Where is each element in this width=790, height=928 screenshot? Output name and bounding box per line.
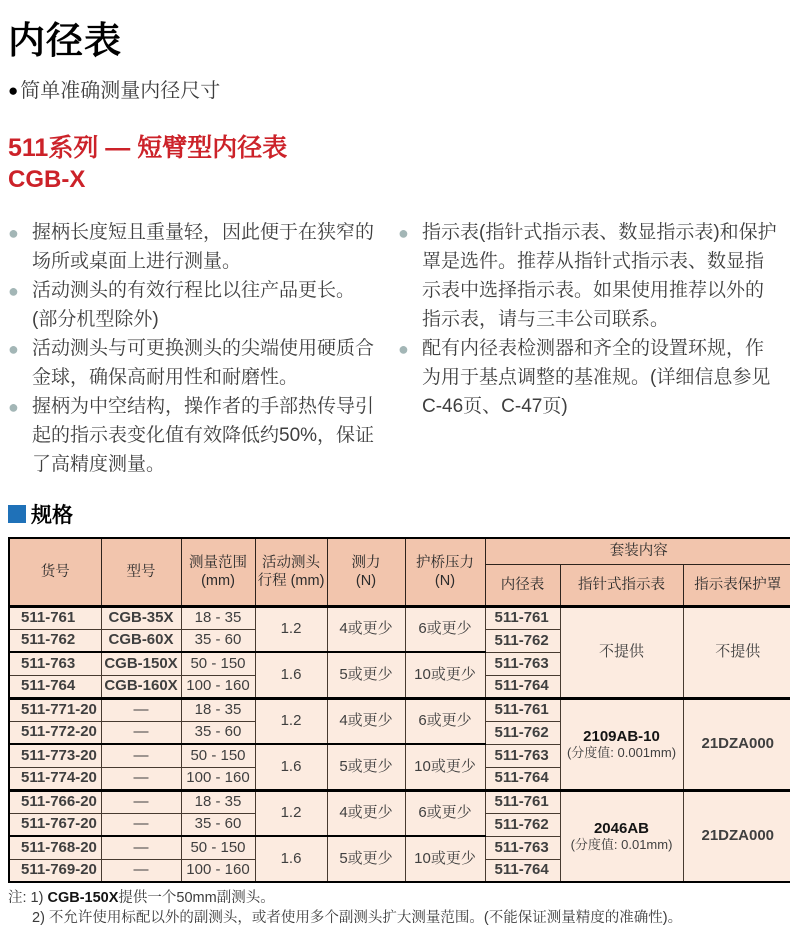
cell-stroke: 1.6 [255, 652, 327, 698]
model-heading: CGB-X [8, 166, 86, 193]
cell-stroke: 1.2 [255, 606, 327, 652]
table-row [9, 790, 790, 813]
cell-code: 511-773-20 [9, 744, 101, 767]
feature-columns [8, 218, 780, 479]
cell-set-cover: 21DZA000 [683, 790, 790, 882]
cell-model: — [101, 767, 181, 790]
cell-stroke: 1.6 [255, 836, 327, 882]
cell-code: 511-772-20 [9, 721, 101, 744]
table-header-row [9, 538, 790, 564]
bullet-icon: ● [8, 397, 19, 417]
cell-model: CGB-160X [101, 675, 181, 698]
cell-bridge: 10或更少 [405, 744, 485, 790]
footnote-2: 2) 不允许使用标配以外的副测头，或者使用多个副测头扩大测量范围。(不能保证测量精度的准确性)。 [32, 910, 683, 926]
dial-code: 不提供 [598, 643, 644, 660]
cell-force: 4或更少 [327, 606, 405, 652]
cell-model: — [101, 744, 181, 767]
footnote-1-text: 提供一个50mm副测头。 [118, 890, 275, 906]
cell-set-bore: 511-763 [485, 744, 560, 767]
feature-column-right [394, 218, 780, 479]
cell-model: — [101, 790, 181, 813]
footnote-1-prefix: 注: 1) [8, 890, 48, 906]
bullet-icon: ● [398, 223, 409, 243]
cell-range: 100 - 160 [181, 859, 255, 882]
cell-bridge: 10或更少 [405, 652, 485, 698]
feature-item [8, 392, 380, 479]
cell-set-bore: 511-764 [485, 675, 560, 698]
feature-item [8, 276, 380, 334]
cell-model: CGB-35X [101, 606, 181, 629]
feature-text: 活动测头与可更换测头的尖端使用硬质合金球，确保高耐用性和耐磨性。 [32, 338, 375, 388]
dial-code: 2109AB-10 [583, 728, 660, 745]
col-header-range: 测量范围 (mm) [181, 538, 255, 606]
footnote-1 [8, 888, 780, 908]
cell-set-dial [560, 698, 683, 790]
cell-code: 511-769-20 [9, 859, 101, 882]
cell-range: 35 - 60 [181, 813, 255, 836]
feature-text: 握柄为中空结构，操作者的手部热传导引起的指示表变化值有效降低约50%，保证了高精度测量。 [32, 396, 375, 475]
table-row [9, 698, 790, 721]
cell-model: — [101, 813, 181, 836]
cell-set-bore: 511-762 [485, 721, 560, 744]
cell-set-cover: 不提供 [683, 606, 790, 698]
feature-column-left [8, 218, 394, 479]
col-header-code: 货号 [9, 538, 101, 606]
cell-code: 511-763 [9, 652, 101, 675]
feature-item [398, 334, 780, 421]
cell-set-bore: 511-763 [485, 652, 560, 675]
cell-code: 511-774-20 [9, 767, 101, 790]
cell-set-dial [560, 606, 683, 698]
feature-item [8, 218, 380, 276]
spec-table [8, 537, 790, 883]
col-header-stroke: 活动测头 行程 (mm) [255, 538, 327, 606]
cell-set-bore: 511-762 [485, 629, 560, 652]
spec-section-header [8, 499, 780, 529]
cell-stroke: 1.2 [255, 698, 327, 744]
cell-range: 100 - 160 [181, 675, 255, 698]
cell-stroke: 1.6 [255, 744, 327, 790]
cell-range: 35 - 60 [181, 721, 255, 744]
cell-set-bore: 511-761 [485, 606, 560, 629]
cell-model: — [101, 859, 181, 882]
feature-text: 指示表(指针式指示表、数显指示表)和保护罩是选件。推荐从指针式指示表、数显指示表中选择指示表。如果使用推荐以外的指示表，请与三丰公司联系。 [422, 222, 777, 330]
cell-bridge: 10或更少 [405, 836, 485, 882]
table-row [9, 606, 790, 629]
cell-stroke: 1.2 [255, 790, 327, 836]
cell-set-cover: 21DZA000 [683, 698, 790, 790]
cell-range: 18 - 35 [181, 790, 255, 813]
footnotes [8, 888, 780, 928]
feature-text: 配有内径表检测器和齐全的设置环规，作为用于基点调整的基准规。(详细信息参见C-46页、C-47页) [422, 338, 771, 417]
feature-item [398, 218, 780, 334]
dial-graduation: (分度值: 0.01mm) [570, 837, 673, 853]
col-header-bridge: 护桥压力 (N) [405, 538, 485, 606]
footnote-1-model: CGB-150X [47, 890, 119, 906]
cell-force: 5或更少 [327, 652, 405, 698]
cell-model: — [101, 721, 181, 744]
cell-code: 511-766-20 [9, 790, 101, 813]
cell-code: 511-764 [9, 675, 101, 698]
bullet-icon: ● [8, 281, 19, 301]
feature-item [8, 334, 380, 392]
cell-force: 4或更少 [327, 790, 405, 836]
cell-code: 511-767-20 [9, 813, 101, 836]
series-heading: 511系列 — 短臂型内径表 [8, 134, 288, 162]
cell-range: 18 - 35 [181, 606, 255, 629]
cell-force: 5或更少 [327, 744, 405, 790]
cell-set-bore: 511-764 [485, 859, 560, 882]
cell-set-dial [560, 790, 683, 882]
cell-force: 5或更少 [327, 836, 405, 882]
cell-range: 100 - 160 [181, 767, 255, 790]
bullet-icon: ● [8, 339, 19, 359]
cell-range: 50 - 150 [181, 652, 255, 675]
cell-set-bore: 511-763 [485, 836, 560, 859]
dial-graduation: (分度值: 0.001mm) [566, 745, 677, 760]
cell-model: CGB-60X [101, 629, 181, 652]
col-header-force: 测力 (N) [327, 538, 405, 606]
cell-force: 4或更少 [327, 698, 405, 744]
col-header-set-dial: 指针式指示表 [560, 564, 683, 606]
cell-range: 50 - 150 [181, 744, 255, 767]
feature-text: 活动测头的有效行程比以往产品更长。(部分机型除外) [32, 280, 356, 330]
cell-code: 511-768-20 [9, 836, 101, 859]
spec-section-title: 规格 [31, 504, 73, 527]
dial-code: 2046AB [593, 820, 650, 838]
tagline-text: 简单准确测量内径尺寸 [20, 80, 221, 102]
tagline [8, 74, 780, 103]
cell-bridge: 6或更少 [405, 698, 485, 744]
cell-set-bore: 511-761 [485, 790, 560, 813]
cell-code: 511-761 [9, 606, 101, 629]
cell-code: 511-771-20 [9, 698, 101, 721]
cell-set-bore: 511-762 [485, 813, 560, 836]
cell-bridge: 6或更少 [405, 790, 485, 836]
cell-range: 50 - 150 [181, 836, 255, 859]
cell-set-bore: 511-764 [485, 767, 560, 790]
bullet-icon: ● [8, 81, 19, 100]
bullet-icon: ● [8, 223, 19, 243]
cell-set-bore: 511-761 [485, 698, 560, 721]
cell-range: 18 - 35 [181, 698, 255, 721]
cell-range: 35 - 60 [181, 629, 255, 652]
col-header-set-cover: 指示表保护罩 [683, 564, 790, 606]
page-title: 内径表 [8, 20, 122, 61]
col-header-model: 型号 [101, 538, 181, 606]
cell-model: — [101, 836, 181, 859]
col-header-set-group: 套装内容 [485, 538, 790, 564]
col-header-set-bore: 内径表 [485, 564, 560, 606]
feature-text: 握柄长度短且重量轻，因此便于在狭窄的场所或桌面上进行测量。 [32, 222, 375, 272]
bullet-icon: ● [398, 339, 409, 359]
section-marker-icon [8, 505, 26, 523]
cell-code: 511-762 [9, 629, 101, 652]
cell-model: — [101, 698, 181, 721]
cell-bridge: 6或更少 [405, 606, 485, 652]
cell-model: CGB-150X [101, 652, 181, 675]
